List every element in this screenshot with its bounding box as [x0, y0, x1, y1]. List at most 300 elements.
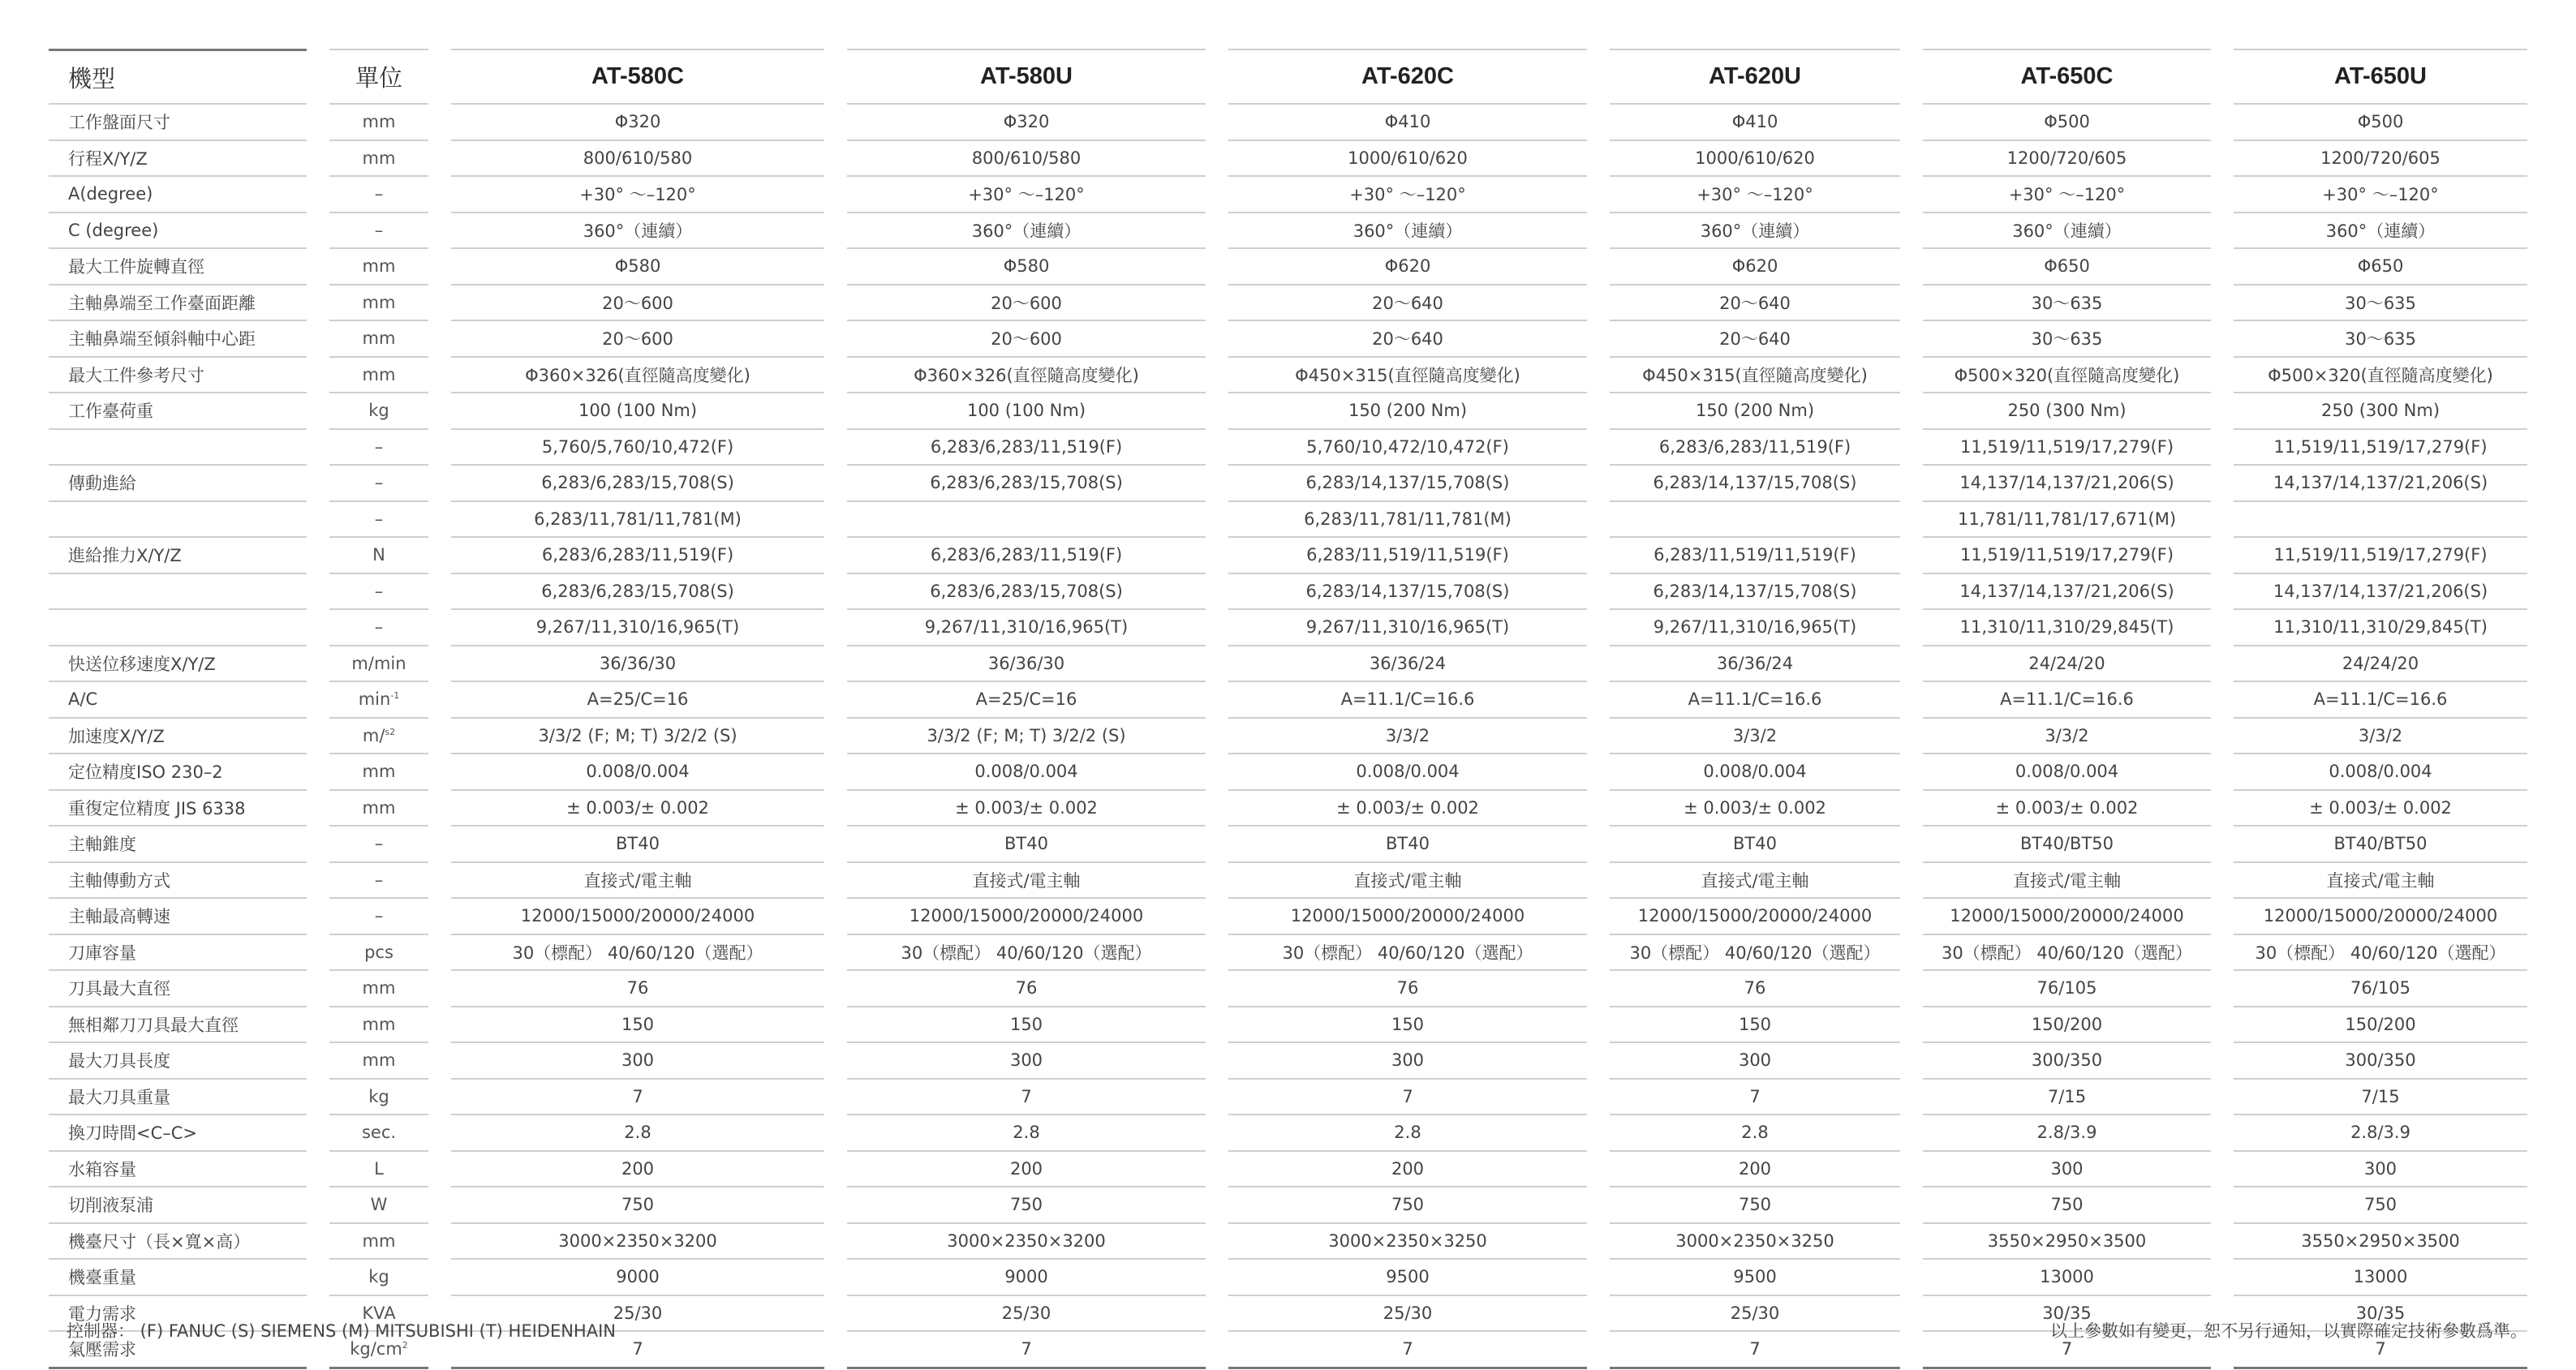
spec-value: 1200/720/605	[1923, 141, 2211, 178]
spec-value: A=25/C=16	[451, 682, 824, 719]
spec-value: 750	[1228, 1187, 1587, 1224]
spec-value: 1200/720/605	[2234, 141, 2527, 178]
spec-unit	[329, 1007, 428, 1044]
spec-value: 0.008/0.004	[1228, 754, 1587, 791]
spec-value: 直接式/電主軸	[451, 863, 824, 900]
spec-value: 14,137/14,137/21,206(S)	[2234, 574, 2527, 611]
spec-value: Φ320	[847, 105, 1206, 141]
spec-value: 7	[451, 1332, 824, 1369]
spec-value: 76/105	[1923, 971, 2211, 1007]
spec-value: 3/3/2	[1228, 719, 1587, 755]
spec-row	[49, 935, 2527, 972]
spec-value: 24/24/20	[2234, 646, 2527, 683]
spec-value: 200	[847, 1152, 1206, 1188]
spec-value: Φ500×320(直徑隨高度變化)	[1923, 358, 2211, 394]
spec-value: 76/105	[2234, 971, 2527, 1007]
spec-unit	[329, 1080, 428, 1116]
spec-row	[49, 430, 2527, 466]
spec-unit	[329, 430, 428, 466]
spec-value: 200	[1610, 1152, 1900, 1188]
spec-label: 最大刀具重量	[49, 1080, 307, 1116]
spec-value: 25/30	[451, 1296, 824, 1333]
header-model-label: 機型	[49, 49, 307, 105]
spec-value: 3000×2350×3200	[451, 1224, 824, 1260]
spec-value: 20～600	[847, 321, 1206, 358]
spec-value: 30～635	[1923, 286, 2211, 322]
spec-value: ± 0.003/± 0.002	[1610, 791, 1900, 827]
spec-value: 3550×2950×3500	[1923, 1224, 2211, 1260]
spec-row	[49, 1260, 2527, 1296]
spec-value: 360°（連續）	[1610, 213, 1900, 250]
spec-row	[49, 1115, 2527, 1152]
spec-value: 5,760/10,472/10,472(F)	[1228, 430, 1587, 466]
spec-label: C (degree)	[49, 213, 307, 250]
spec-row	[49, 502, 2527, 539]
spec-table	[49, 49, 2527, 1369]
spec-value: 11,519/11,519/17,279(F)	[1923, 430, 2211, 466]
spec-value: Φ360×326(直徑隨高度變化)	[451, 358, 824, 394]
spec-label: 刀具最大直徑	[49, 971, 307, 1007]
spec-label: 主軸錐度	[49, 827, 307, 863]
spec-value: 30（標配） 40/60/120（選配）	[1228, 935, 1587, 972]
spec-value: 20～640	[1610, 321, 1900, 358]
spec-label: 機臺重量	[49, 1260, 307, 1296]
spec-value: 9000	[847, 1260, 1206, 1296]
unit-text: mm	[362, 1014, 396, 1034]
spec-value: 2.8/3.9	[2234, 1115, 2527, 1152]
spec-value: 6,283/6,283/15,708(S)	[847, 574, 1206, 611]
spec-row	[49, 213, 2527, 250]
spec-label: 電力需求	[49, 1296, 307, 1333]
spec-unit	[329, 1187, 428, 1224]
spec-value: 76	[451, 971, 824, 1007]
spec-label: 傳動進給	[49, 466, 307, 502]
spec-value: 360°（連續）	[1923, 213, 2211, 250]
spec-unit	[329, 610, 428, 646]
spec-unit	[329, 286, 428, 322]
spec-label: 機臺尺寸（長×寬×高）	[49, 1224, 307, 1260]
spec-unit	[329, 1043, 428, 1080]
spec-value: 3/3/2 (F; M; T) 3/2/2 (S)	[847, 719, 1206, 755]
spec-value: 6,283/11,519/11,519(F)	[1228, 538, 1587, 574]
spec-value: 7	[847, 1332, 1206, 1369]
spec-unit	[329, 899, 428, 935]
spec-value: 14,137/14,137/21,206(S)	[2234, 466, 2527, 502]
unit-text: mm	[362, 1230, 396, 1251]
unit-text: mm	[362, 148, 396, 168]
spec-value: 12000/15000/20000/24000	[847, 899, 1206, 935]
spec-value: 3/3/2	[1610, 719, 1900, 755]
unit-text: m/	[362, 725, 385, 745]
model-header: AT-650C	[1923, 49, 2211, 105]
spec-unit	[329, 466, 428, 502]
spec-unit	[329, 1224, 428, 1260]
spec-value: 14,137/14,137/21,206(S)	[1923, 466, 2211, 502]
spec-value: 25/30	[1610, 1296, 1900, 1333]
spec-value: Φ580	[847, 249, 1206, 286]
spec-value: ± 0.003/± 0.002	[2234, 791, 2527, 827]
spec-value: 24/24/20	[1923, 646, 2211, 683]
spec-value: 0.008/0.004	[847, 754, 1206, 791]
unit-text: –	[374, 617, 384, 638]
spec-label: 換刀時間<C–C>	[49, 1115, 307, 1152]
unit-text: KVA	[362, 1303, 396, 1323]
spec-value: 9000	[451, 1260, 824, 1296]
spec-unit	[329, 971, 428, 1007]
unit-text: mm	[362, 292, 396, 312]
spec-value: 20～640	[1228, 321, 1587, 358]
spec-value: 11,310/11,310/29,845(T)	[2234, 610, 2527, 646]
spec-row	[49, 610, 2527, 646]
spec-value: 6,283/11,781/11,781(M)	[451, 502, 824, 539]
spec-value: 76	[847, 971, 1206, 1007]
spec-value: 直接式/電主軸	[1923, 863, 2211, 900]
spec-value: 6,283/6,283/15,708(S)	[451, 466, 824, 502]
spec-value: 11,781/11,781/17,671(M)	[1923, 502, 2211, 539]
spec-value: Φ410	[1610, 105, 1900, 141]
model-header: AT-620C	[1228, 49, 1587, 105]
spec-value: 36/36/24	[1610, 646, 1900, 683]
spec-value: 30/35	[1923, 1296, 2211, 1333]
spec-value: 5,760/5,760/10,472(F)	[451, 430, 824, 466]
spec-value: Φ410	[1228, 105, 1587, 141]
spec-row	[49, 682, 2527, 719]
spec-unit	[329, 502, 428, 539]
spec-value: 750	[1923, 1187, 2211, 1224]
spec-value: 360°（連續）	[2234, 213, 2527, 250]
spec-unit	[329, 141, 428, 178]
spec-value: 7	[847, 1080, 1206, 1116]
spec-row	[49, 538, 2527, 574]
spec-label: 最大工件旋轉直徑	[49, 249, 307, 286]
spec-value: 2.8	[1610, 1115, 1900, 1152]
header-unit-label: 單位	[329, 49, 428, 105]
spec-row	[49, 1187, 2527, 1224]
spec-value: 200	[1228, 1152, 1587, 1188]
spec-value: BT40/BT50	[2234, 827, 2527, 863]
spec-value: 12000/15000/20000/24000	[1923, 899, 2211, 935]
spec-value: BT40/BT50	[1923, 827, 2211, 863]
spec-value: 3000×2350×3250	[1228, 1224, 1587, 1260]
spec-value: +30° ～–120°	[1610, 177, 1900, 213]
spec-value: 100 (100 Nm)	[847, 393, 1206, 430]
unit-text: mm	[362, 978, 396, 999]
spec-label: 最大刀具長度	[49, 1043, 307, 1080]
spec-value: 150/200	[2234, 1007, 2527, 1044]
spec-unit	[329, 935, 428, 972]
spec-row	[49, 1007, 2527, 1044]
unit-text: min	[358, 689, 391, 710]
spec-value: 9,267/11,310/16,965(T)	[1228, 610, 1587, 646]
spec-value: 直接式/電主軸	[1228, 863, 1587, 900]
spec-value: 300	[1923, 1152, 2211, 1188]
spec-value: 150/200	[1923, 1007, 2211, 1044]
spec-value: 6,283/11,519/11,519(F)	[1610, 538, 1900, 574]
spec-value: 30～635	[1923, 321, 2211, 358]
unit-text: mm	[362, 256, 396, 277]
spec-value: 30（標配） 40/60/120（選配）	[451, 935, 824, 972]
spec-value: 30/35	[2234, 1296, 2527, 1333]
spec-value: +30° ～–120°	[2234, 177, 2527, 213]
spec-label	[49, 574, 307, 611]
spec-value: 150	[1610, 1007, 1900, 1044]
spec-label: 水箱容量	[49, 1152, 307, 1188]
unit-text: –	[374, 834, 384, 854]
spec-unit	[329, 754, 428, 791]
spec-value: 2.8	[1228, 1115, 1587, 1152]
spec-row	[49, 1080, 2527, 1116]
unit-text: –	[374, 184, 384, 204]
spec-row	[49, 466, 2527, 502]
spec-label: 行程X/Y/Z	[49, 141, 307, 178]
spec-value: A=11.1/C=16.6	[1610, 682, 1900, 719]
spec-value: 6,283/6,283/11,519(F)	[1610, 430, 1900, 466]
spec-value: 150	[847, 1007, 1206, 1044]
spec-label: 無相鄰刀刀具最大直徑	[49, 1007, 307, 1044]
spec-row	[49, 1224, 2527, 1260]
spec-value: 300	[2234, 1152, 2527, 1188]
spec-row	[49, 141, 2527, 178]
spec-value: 13000	[2234, 1260, 2527, 1296]
spec-value: 30～635	[2234, 286, 2527, 322]
spec-value: 150	[451, 1007, 824, 1044]
spec-value: 100 (100 Nm)	[451, 393, 824, 430]
spec-value: 6,283/6,283/11,519(F)	[847, 538, 1206, 574]
spec-sheet	[49, 49, 2527, 1369]
spec-value: 1000/610/620	[1228, 141, 1587, 178]
spec-value: 12000/15000/20000/24000	[1610, 899, 1900, 935]
spec-label: 工作盤面尺寸	[49, 105, 307, 141]
spec-value: 360°（連續）	[847, 213, 1206, 250]
spec-value: 150 (200 Nm)	[1610, 393, 1900, 430]
spec-value: BT40	[1228, 827, 1587, 863]
spec-unit	[329, 105, 428, 141]
spec-value: Φ500×320(直徑隨高度變化)	[2234, 358, 2527, 394]
spec-value: 30～635	[2234, 321, 2527, 358]
spec-value: Φ650	[1923, 249, 2211, 286]
spec-value: Φ650	[2234, 249, 2527, 286]
spec-value: 12000/15000/20000/24000	[1228, 899, 1587, 935]
spec-value: 750	[451, 1187, 824, 1224]
unit-text: –	[374, 509, 384, 529]
spec-unit	[329, 574, 428, 611]
spec-value: 9500	[1228, 1260, 1587, 1296]
unit-text: mm	[362, 364, 396, 384]
spec-value: 250 (300 Nm)	[1923, 393, 2211, 430]
spec-row	[49, 177, 2527, 213]
unit-text: mm	[362, 797, 396, 818]
spec-value: 750	[847, 1187, 1206, 1224]
spec-value: 1000/610/620	[1610, 141, 1900, 178]
spec-value: 11,519/11,519/17,279(F)	[2234, 538, 2527, 574]
spec-value: 3000×2350×3250	[1610, 1224, 1900, 1260]
spec-row	[49, 971, 2527, 1007]
spec-value: 76	[1610, 971, 1900, 1007]
unit-text: N	[372, 545, 385, 565]
unit-text: kg	[368, 401, 389, 421]
model-header: AT-650U	[2234, 49, 2527, 105]
spec-value: 30（標配） 40/60/120（選配）	[1923, 935, 2211, 972]
spec-value: 0.008/0.004	[1923, 754, 2211, 791]
spec-value: Φ580	[451, 249, 824, 286]
spec-unit	[329, 213, 428, 250]
spec-row	[49, 105, 2527, 141]
spec-row	[49, 393, 2527, 430]
unit-text: kg/cm	[350, 1339, 402, 1359]
unit-superscript: -1	[390, 690, 400, 702]
spec-label: 最大工件參考尺寸	[49, 358, 307, 394]
spec-value: 250 (300 Nm)	[2234, 393, 2527, 430]
spec-label: 定位精度ISO 230–2	[49, 754, 307, 791]
spec-unit	[329, 538, 428, 574]
spec-unit	[329, 827, 428, 863]
spec-row	[49, 791, 2527, 827]
spec-value: 800/610/580	[847, 141, 1206, 178]
unit-text: kg	[368, 1267, 389, 1287]
unit-text: mm	[362, 1050, 396, 1071]
spec-value: 750	[2234, 1187, 2527, 1224]
spec-label: 刀庫容量	[49, 935, 307, 972]
spec-label: 主軸最高轉速	[49, 899, 307, 935]
spec-value: 7	[1610, 1080, 1900, 1116]
spec-value: 300/350	[2234, 1043, 2527, 1080]
spec-value: 11,310/11,310/29,845(T)	[1923, 610, 2211, 646]
spec-value: 2.8	[451, 1115, 824, 1152]
spec-label: A(degree)	[49, 177, 307, 213]
spec-unit	[329, 358, 428, 394]
unit-text: mm	[362, 762, 396, 782]
spec-value: 300	[1610, 1043, 1900, 1080]
spec-value: 6,283/14,137/15,708(S)	[1228, 574, 1587, 611]
spec-value: 360°（連續）	[451, 213, 824, 250]
spec-unit	[329, 719, 428, 755]
spec-unit	[329, 321, 428, 358]
spec-value: 直接式/電主軸	[847, 863, 1206, 900]
spec-value: 7/15	[2234, 1080, 2527, 1116]
spec-value: Φ450×315(直徑隨高度變化)	[1228, 358, 1587, 394]
spec-unit	[329, 682, 428, 719]
unit-text: W	[370, 1195, 388, 1215]
spec-unit	[329, 249, 428, 286]
spec-value: 3550×2950×3500	[2234, 1224, 2527, 1260]
spec-row	[49, 1152, 2527, 1188]
spec-value: 7	[1228, 1080, 1587, 1116]
unit-text: mm	[362, 112, 396, 132]
spec-row	[49, 286, 2527, 322]
spec-value: +30° ～–120°	[847, 177, 1206, 213]
spec-label	[49, 430, 307, 466]
spec-value	[847, 502, 1206, 539]
disclaimer-note: 以上參數如有變更，恕不另行通知，以實際確定技術參數爲準。	[2050, 1321, 2527, 1341]
spec-row	[49, 249, 2527, 286]
spec-unit	[329, 646, 428, 683]
spec-value: 0.008/0.004	[2234, 754, 2527, 791]
spec-value: 300	[847, 1043, 1206, 1080]
spec-value: Φ360×326(直徑隨高度變化)	[847, 358, 1206, 394]
spec-value: 6,283/6,283/15,708(S)	[451, 574, 824, 611]
spec-value: 25/30	[1228, 1296, 1587, 1333]
unit-text: –	[374, 870, 384, 890]
header-row	[49, 49, 2527, 105]
spec-value: 7/15	[1923, 1080, 2211, 1116]
spec-value: 6,283/11,781/11,781(M)	[1228, 502, 1587, 539]
spec-label: 重復定位精度 JIS 6338	[49, 791, 307, 827]
spec-value: ± 0.003/± 0.002	[1228, 791, 1587, 827]
spec-value: 30（標配） 40/60/120（選配）	[847, 935, 1206, 972]
spec-label: 快送位移速度X/Y/Z	[49, 646, 307, 683]
spec-value: 6,283/6,283/11,519(F)	[451, 538, 824, 574]
spec-value: 3000×2350×3200	[847, 1224, 1206, 1260]
spec-unit	[329, 1115, 428, 1152]
unit-text: –	[374, 906, 384, 926]
spec-value: 11,519/11,519/17,279(F)	[1923, 538, 2211, 574]
spec-value: 30（標配） 40/60/120（選配）	[2234, 935, 2527, 972]
spec-value: 300	[1228, 1043, 1587, 1080]
spec-value: 直接式/電主軸	[1610, 863, 1900, 900]
spec-unit	[329, 791, 428, 827]
spec-label: 切削液泵浦	[49, 1187, 307, 1224]
spec-value: 750	[1610, 1187, 1900, 1224]
model-header: AT-620U	[1610, 49, 1900, 105]
spec-value: ± 0.003/± 0.002	[451, 791, 824, 827]
spec-label: 主軸鼻端至工作臺面距離	[49, 286, 307, 322]
spec-label	[49, 610, 307, 646]
spec-label: 主軸傳動方式	[49, 863, 307, 900]
spec-row	[49, 574, 2527, 611]
spec-unit	[329, 1152, 428, 1188]
spec-value: 20～600	[451, 321, 824, 358]
spec-value: 30（標配） 40/60/120（選配）	[1610, 935, 1900, 972]
unit-text: kg	[368, 1086, 389, 1106]
spec-value: 9,267/11,310/16,965(T)	[1610, 610, 1900, 646]
spec-value: 36/36/30	[451, 646, 824, 683]
spec-unit	[329, 1260, 428, 1296]
unit-superscript: s2	[385, 726, 396, 737]
spec-value: 12000/15000/20000/24000	[2234, 899, 2527, 935]
spec-value: 3/3/2	[2234, 719, 2527, 755]
spec-label: 主軸鼻端至傾斜軸中心距	[49, 321, 307, 358]
spec-value: Φ620	[1610, 249, 1900, 286]
spec-value: Φ620	[1228, 249, 1587, 286]
spec-value: 36/36/24	[1228, 646, 1587, 683]
model-header: AT-580C	[451, 49, 824, 105]
spec-value: BT40	[1610, 827, 1900, 863]
spec-value: 2.8/3.9	[1923, 1115, 2211, 1152]
spec-value: 150	[1228, 1007, 1587, 1044]
unit-text: sec.	[361, 1123, 397, 1143]
unit-text: –	[374, 473, 384, 493]
spec-value: Φ500	[1923, 105, 2211, 141]
unit-text: pcs	[364, 942, 393, 962]
spec-value	[1610, 502, 1900, 539]
spec-value: 300/350	[1923, 1043, 2211, 1080]
spec-value	[2234, 502, 2527, 539]
spec-value: +30° ～–120°	[451, 177, 824, 213]
unit-text: m/min	[351, 653, 406, 673]
unit-text: L	[374, 1158, 384, 1179]
spec-row	[49, 321, 2527, 358]
spec-label: A/C	[49, 682, 307, 719]
spec-value: 14,137/14,137/21,206(S)	[1923, 574, 2211, 611]
spec-value: 6,283/14,137/15,708(S)	[1610, 574, 1900, 611]
spec-value: 9,267/11,310/16,965(T)	[451, 610, 824, 646]
spec-value: A=11.1/C=16.6	[1228, 682, 1587, 719]
spec-unit	[329, 177, 428, 213]
unit-text: –	[374, 220, 384, 240]
spec-value: 13000	[1923, 1260, 2211, 1296]
spec-value: +30° ～–120°	[1228, 177, 1587, 213]
spec-value: 12000/15000/20000/24000	[451, 899, 824, 935]
